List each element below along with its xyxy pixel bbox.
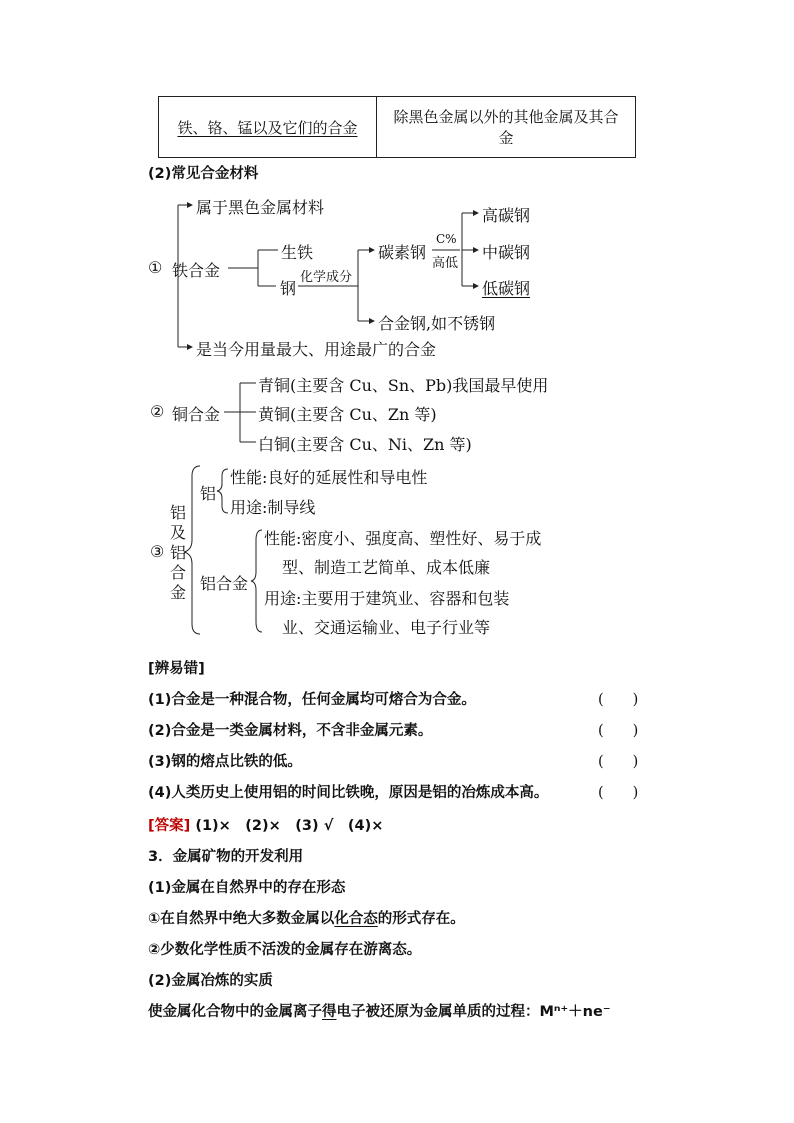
- answer-paren-2: ( ): [598, 723, 639, 739]
- line3-post: 电子被还原为金属单质的过程：Mⁿ⁺＋ne⁻: [336, 1004, 611, 1020]
- section3-line3: [148, 1000, 611, 1021]
- high-low: 高低: [432, 256, 459, 271]
- alloy-steel: 合金钢,如不锈钢: [378, 314, 496, 333]
- judge-item-2: (2)合金是一类金属材料，不含非金属元素。: [148, 723, 433, 739]
- low-carbon-steel: 低碳钢: [482, 279, 531, 298]
- mid-carbon-steel: 中碳钢: [482, 243, 531, 262]
- white-copper: 白铜(主要含 Cu、Ni、Zn 等): [258, 435, 472, 454]
- carbon-steel: 碳素钢: [378, 243, 427, 262]
- aluminum-use: 用途:制导线: [230, 498, 316, 517]
- answer-paren-1: ( ): [598, 692, 639, 708]
- line1-underlined: 化合态: [334, 911, 378, 927]
- vlabel-4: 合: [170, 563, 187, 582]
- aluminum-label: 铝: [200, 484, 217, 503]
- aluminum-property: 性能:良好的延展性和导电性: [230, 468, 428, 487]
- section2-title: (2)常见合金材料: [148, 166, 259, 182]
- aluminum-alloy-label: 铝合金: [200, 574, 249, 593]
- vlabel-1: 铝: [170, 503, 187, 522]
- section3-sub2: (2)金属冶炼的实质: [148, 973, 273, 989]
- section3-sub1: (1)金属在自然界中的存在形态: [148, 880, 346, 896]
- line3-pre: 使金属化合物中的金属离子: [148, 1004, 322, 1020]
- judge-item-1: (1)合金是一种混合物，任何金属均可熔合为合金。: [148, 692, 476, 708]
- judge-item-3: (3)钢的熔点比铁的低。: [148, 754, 302, 770]
- line1-pre: ①在自然界中绝大多数金属以: [148, 911, 335, 927]
- iron-alloy-label: 铁合金: [172, 261, 221, 280]
- cell-right-line1: 除黑色金属以外的其他金属及其合: [393, 108, 619, 126]
- line3-underlined: 得: [322, 1004, 337, 1020]
- carbon-percent: C%: [436, 232, 457, 246]
- copper-alloy-label: 铜合金: [172, 405, 221, 424]
- pig-iron: 生铁: [281, 243, 314, 262]
- bronze: 青铜(主要含 Cu、Sn、Pb)我国最早使用: [258, 376, 549, 395]
- iron-bottom-branch: 是当今用量最大、用途最广的合金: [196, 340, 437, 359]
- judge-item-4: (4)人类历史上使用铝的时间比铁晚，原因是铝的冶炼成本高。: [148, 785, 549, 801]
- steel: 钢: [280, 279, 297, 298]
- copper-marker: ②: [150, 402, 165, 421]
- brass: 黄铜(主要含 Cu、Zn 等): [258, 405, 437, 424]
- vlabel-2: 及: [170, 523, 187, 542]
- section3-line2: ②少数化学性质不活泼的金属存在游离态。: [148, 942, 422, 958]
- bianyicuo-title: [辨易错]: [148, 661, 205, 677]
- high-carbon-steel: 高碳钢: [482, 206, 531, 225]
- iron-marker: ①: [148, 258, 163, 277]
- vlabel-3: 铝: [170, 543, 187, 562]
- aluminum-marker: ③: [150, 542, 165, 561]
- answer-paren-4: ( ): [598, 785, 639, 801]
- answer-label: [答案]: [148, 818, 191, 834]
- steel-by-composition: 化学成分: [300, 270, 353, 285]
- section3-line1: [148, 907, 465, 928]
- cell-left-text: 铁、铬、锰以及它们的合金: [177, 118, 358, 137]
- aluminum-alloy-use-1: 用途:主要用于建筑业、容器和包装: [264, 589, 510, 608]
- aluminum-alloy-property-2: 型、制造工艺简单、成本低廉: [282, 558, 491, 577]
- aluminum-vertical-label: [170, 503, 186, 603]
- answer-line: [148, 814, 383, 835]
- answer-text: (1)× (2)× (3) √ (4)×: [190, 818, 384, 834]
- line1-post: 的形式存在。: [377, 911, 465, 927]
- aluminum-alloy-property-1: 性能:密度小、强度高、塑性好、易于成: [264, 529, 542, 548]
- cell-right-line2: 金: [498, 129, 514, 147]
- vlabel-5: 金: [170, 583, 187, 602]
- section3-title: 3．金属矿物的开发利用: [148, 849, 304, 865]
- answer-paren-3: ( ): [598, 754, 639, 770]
- aluminum-alloy-use-2: 业、交通运输业、电子行业等: [282, 618, 491, 637]
- iron-top-branch: 属于黑色金属材料: [196, 198, 325, 217]
